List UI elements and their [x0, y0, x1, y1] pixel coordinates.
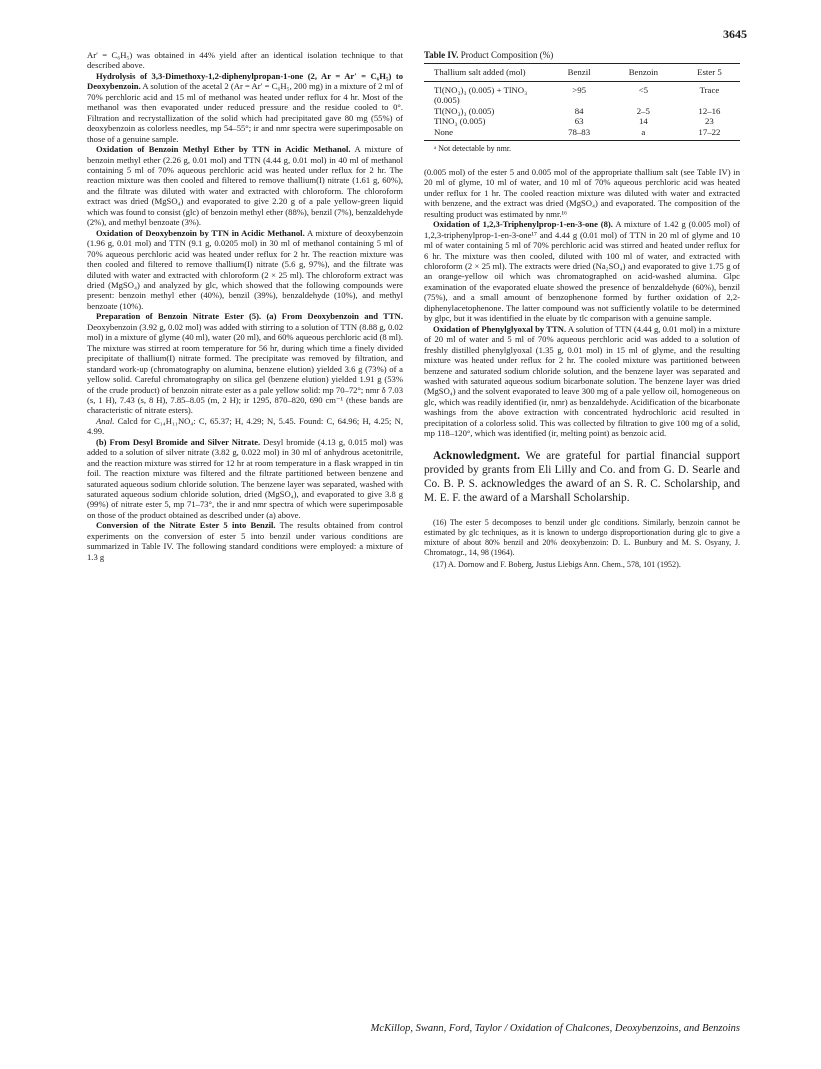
section-heading: Oxidation of 1,2,3-Triphenylprop-1-en-3-one (8). — [433, 219, 613, 230]
table-row — [424, 116, 740, 127]
table-row — [424, 127, 740, 141]
table-cell: 63 — [574, 116, 584, 127]
paragraph — [87, 437, 403, 521]
paragraph — [87, 71, 403, 144]
paragraph-text: Desyl bromide (4.13 g, 0.015 mol) was added to a solution of silver nitrate (3.82 g, 0.022 mol) in 30 ml of anhydrous acetonitrile, and the reaction mixture was stirred for 12 hr at room temperature in a flask wrapped in tin foil. The reaction mixture was filtered and the filtrate partitioned between benzene and saturated aqueous sodium chloride solution. The benzene layer was separated, washed with saturated aqueous sodium chloride solution, dried (MgSO₄), and evaporated to give 3.8 g (99%) of nitrate ester 5, mp 71–73°, the ir and nmr spectra of which were superimposable on those of the product obtained as described under (a) above. — [87, 436, 403, 520]
table-header-cell: Thallium salt added (mol) — [424, 64, 550, 82]
paragraph-text: A solution of the acetal 2 (Ar = Ar′ = C₆H₅, 200 mg) in a mixture of 2 ml of 70% perchloric acid and 15 ml of methanol was heated under reflux for 4 hr. Most of the methanol was then evaporated under reduced pressure and the residue cooled to 0°. Filtration and recrystallization of the solid which had precipitated gave 80 mg (55%) of deoxybenzoin as colorless needles, mp 54–55°; ir and nmr spectra were superimposable on those of a genuine sample. — [87, 81, 403, 144]
reference-item: (17) A. Dornow and F. Boberg, Justus Liebigs Ann. Chem., 578, 101 (1952). — [433, 559, 681, 569]
acknowledgment — [424, 449, 740, 506]
table-footnote: ᵃ Not detectable by nmr. — [434, 144, 512, 154]
paragraph-text: A mixture of deoxybenzoin (1.96 g, 0.01 mol) and TTN (9.1 g, 0.0205 mol) in 30 ml of methanol containing 5 ml of 70% aqueous perchloric acid was heated under reflux for 2 hr. The reaction mixture was then cooled and filtered to remove thallium(I) nitrate (5.6 g, 97%), and the filtrate was diluted with water and extracted with chloroform (2 × 25 ml). The chloroform extract was dried (MgSO₄) and analyzed by glc, which showed that the following compounds were present: benzoin methyl ether (40%), benzil (39%), benzaldehyde (10%), and methyl benzoate (10%). — [87, 227, 403, 311]
section-heading: Oxidation of Phenylglyoxal by TTN. — [433, 323, 567, 334]
table-cell: 84 — [574, 105, 584, 116]
paragraph-text: (0.005 mol) of the ester 5 and 0.005 mol of the appropriate thallium salt (see Table IV) in 20 ml of glyme, 10 ml of water, and 10 ml of 70% aqueous perchloric acid was heated under reflux for 1 hr. The cooled reaction mixture was diluted with water and extracted with benzene, and the extract was dried (MgSO₄) and evaporated. The composition of the resulting product was estimated by nmr.¹⁶ — [424, 166, 740, 219]
table-cell: None — [424, 127, 550, 141]
paragraph — [87, 144, 403, 228]
table-cell: 17–22 — [679, 127, 740, 141]
paragraph — [87, 228, 403, 312]
paragraph — [87, 311, 403, 416]
acknowledgment-heading: Acknowledgment. — [433, 449, 520, 462]
paragraph — [87, 520, 403, 562]
table-cell: 23 — [705, 116, 714, 127]
table-title: Product Composition (%) — [460, 50, 554, 60]
paragraph-text: A solution of TTN (4.44 g, 0.01 mol) in a mixture of 20 ml of water and 5 ml of 70% aqueous perchloric acid was added to a solution of freshly distilled phenylglyoxal (1.35 g, 0.01 mol) in 15 ml of glyme, and the resulting mixture was heated under reflux for 2 hr. The cooled mixture was partitioned between benzene and saturated sodium chloride solution, and the benzene layer was separated and washed with saturated aqueous sodium bicarbonate solution. The benzene layer was dried (MgSO₄) and the solvent evaporated to leave 300 mg of a pale yellow oil, homogeneous on glc, which was readily identified (ir, nmr) as benzaldehyde. Acidification of the bicarbonate washings from the above extraction with concentrated hydrochloric acid resulted in precipitation of a colorless solid. This was collected by filtration to give 100 mg of a solid, mp 118–120°, which was identified (ir, melting point) as benzoic acid. — [424, 323, 740, 439]
paragraph — [424, 219, 740, 324]
table-cell: Tl(NO₃)₃ (0.005) + TlNO₃ (0.005) — [434, 84, 528, 106]
table-cell: 2–5 — [636, 105, 650, 116]
table-header-cell: Benzoin — [608, 64, 679, 82]
references — [424, 518, 740, 570]
paragraph-text: A mixture of benzoin methyl ether (2.26 g, 0.01 mol) and TTN (4.44 g, 0.01 mol) in 40 ml of methanol containing 5 ml of 70% aqueous perchloric acid was heated under reflux for 2 hr. The reaction mixture was then cooled and filtered to remove thallium(I) nitrate (1.61 g, 60%), and the filtrate was diluted with water and extracted with chloroform. The chloroform extract was dried (MgSO₄) and evaporated to give 2.20 g of a pale yellow-green liquid which was found to consist (glc) of benzoin methyl ether (88%), benzil (7%), benzaldehyde (2%), and methyl benzoate (3%). — [87, 144, 403, 228]
running-footer: McKillop, Swann, Ford, Taylor / Oxidation of Chalcones, Deoxybenzoins, and Benzoins — [370, 1023, 740, 1034]
table-header-cell: Ester 5 — [679, 64, 740, 82]
paragraph-text: Deoxybenzoin (3.92 g, 0.02 mol) was added with stirring to a solution of TTN (8.88 g, 0.02 mol) in a mixture of glyme (40 ml), water (20 ml), and 60% aqueous perchloric acid (8 ml). The mixture was stirred at room temperature for 56 hr, during which time a finely divided precipitate of thallium(I) nitrate formed. The precipitate was removed by filtration, and standard work-up (chromatography on alumina, benzene elution) yielded 3.6 g (73%) of a yellow solid. Careful chromatography on silica gel (benzene elution) yielded 1.91 g (53% of the crude product) of benzoin nitrate ester as a pale yellow solid: mp 70–72°; nmr δ 7.03 (s, 1 H), 7.43 (s, 8 H), 7.85–8.05 (m, 2 H); ir 1295, 870–820, 690 cm⁻¹ (these bands are characteristic of nitrate esters). — [87, 321, 403, 416]
section-heading: Preparation of Benzoin Nitrate Ester (5). (a) From Deoxybenzoin and TTN. — [96, 311, 403, 322]
page-number: 3645 — [723, 27, 747, 41]
paragraph-text: A mixture of 1.42 g (0.005 mol) of 1,2,3-triphenylprop-1-en-3-one¹⁷ and 4.44 g (0.01 mol) of TTN in 20 ml of glyme and 10 ml of water containing 5 ml of 70% perchloric acid was stirred and heated under reflux for 6 hr. The mixture was then cooled, diluted with 100 ml of water, and extracted with chloroform (2 × 25 ml). The extracts were dried (Na₂SO₄) and evaporated to give 1.75 g of an orange-yellow oil which was chromatographed on acid-washed alumina. Glpc examination of the evaporated eluate showed the presence of benzaldehyde (60%), benzil (75%), and a small amount of benzophenone formed by further oxidation of 2,2-diphenylacetophenone. The latter compound was not sufficiently volatile to be determined by glpc, but it was identified in the eluate by tlc comparison with a genuine sample. — [424, 219, 740, 324]
table-cell: a — [608, 127, 679, 141]
table-cell: <5 — [638, 84, 649, 95]
paragraph — [424, 167, 740, 219]
table-cell: Trace — [699, 84, 720, 95]
left-column — [87, 50, 403, 562]
table-cell: 14 — [638, 116, 648, 127]
right-column — [424, 50, 740, 572]
acknowledgment-text: We are grateful for partial financial support provided by grants from Eli Lilly and Co. and from G. D. Searle and Co. B. P. S. acknowledges the award of an S. R. C. Scholarship, and M. E. F. the award of a Marshall Scholarship. — [424, 449, 740, 505]
table-cell: >95 — [572, 84, 586, 95]
table-row — [424, 81, 740, 106]
section-heading: Conversion of the Nitrate Ester 5 into Benzil. — [96, 520, 276, 531]
analysis-lead: Anal. — [96, 415, 115, 426]
paragraph-text: Calcd for C₁₄H₁₁NO₄: C, 65.37; H, 4.29; N, 5.45. Found: C, 64.96; H, 4.25; N, 4.99. — [87, 415, 403, 437]
paragraph-text: Ar′ = C₆H₅) was obtained in 44% yield after an identical isolation technique to that described above. — [87, 50, 403, 71]
paragraph — [87, 50, 403, 71]
table-label: Table IV. — [424, 50, 459, 60]
table-cell: TlNO₃ (0.005) — [434, 116, 486, 127]
product-composition-table — [424, 63, 740, 141]
section-heading: Oxidation of Benzoin Methyl Ether by TTN in Acidic Methanol. — [96, 144, 351, 155]
reference-item: (16) The ester 5 decomposes to benzil under glc conditions. Similarly, benzoin cannot be estimated by glc techniques, as it is known to undergo disproportionation during glc to give a mixture of about 80% benzil and 20% deoxybenzoin: D. L. Bunbury and M. S. Osyany, J. Chromatogr., 14, 98 (1964). — [424, 517, 740, 557]
table-header-row — [424, 64, 740, 82]
paragraph — [424, 324, 740, 439]
table-row — [424, 106, 740, 117]
table-cell: 12–16 — [698, 105, 721, 116]
paragraph — [87, 416, 403, 437]
section-heading: (b) From Desyl Bromide and Silver Nitrate. — [96, 436, 261, 447]
table-cell: Tl(NO₃)₃ (0.005) — [434, 105, 495, 116]
table-caption — [424, 50, 740, 60]
section-heading: Hydrolysis of 3,3-Dimethoxy-1,2-diphenylpropan-1-one (2, Ar = Ar′ = C₆H₅) to Deoxybenzoin. — [87, 70, 403, 92]
paragraph-text: The results obtained from control experiments on the conversion of ester 5 into benzil under various conditions are summarized in Table IV. The following standard conditions were employed: a mixture of 1.3 g — [87, 520, 404, 562]
table-header-cell: Benzil — [550, 64, 607, 82]
section-heading: Oxidation of Deoxybenzoin by TTN in Acidic Methanol. — [96, 227, 305, 238]
table-cell: 78–83 — [550, 127, 607, 141]
